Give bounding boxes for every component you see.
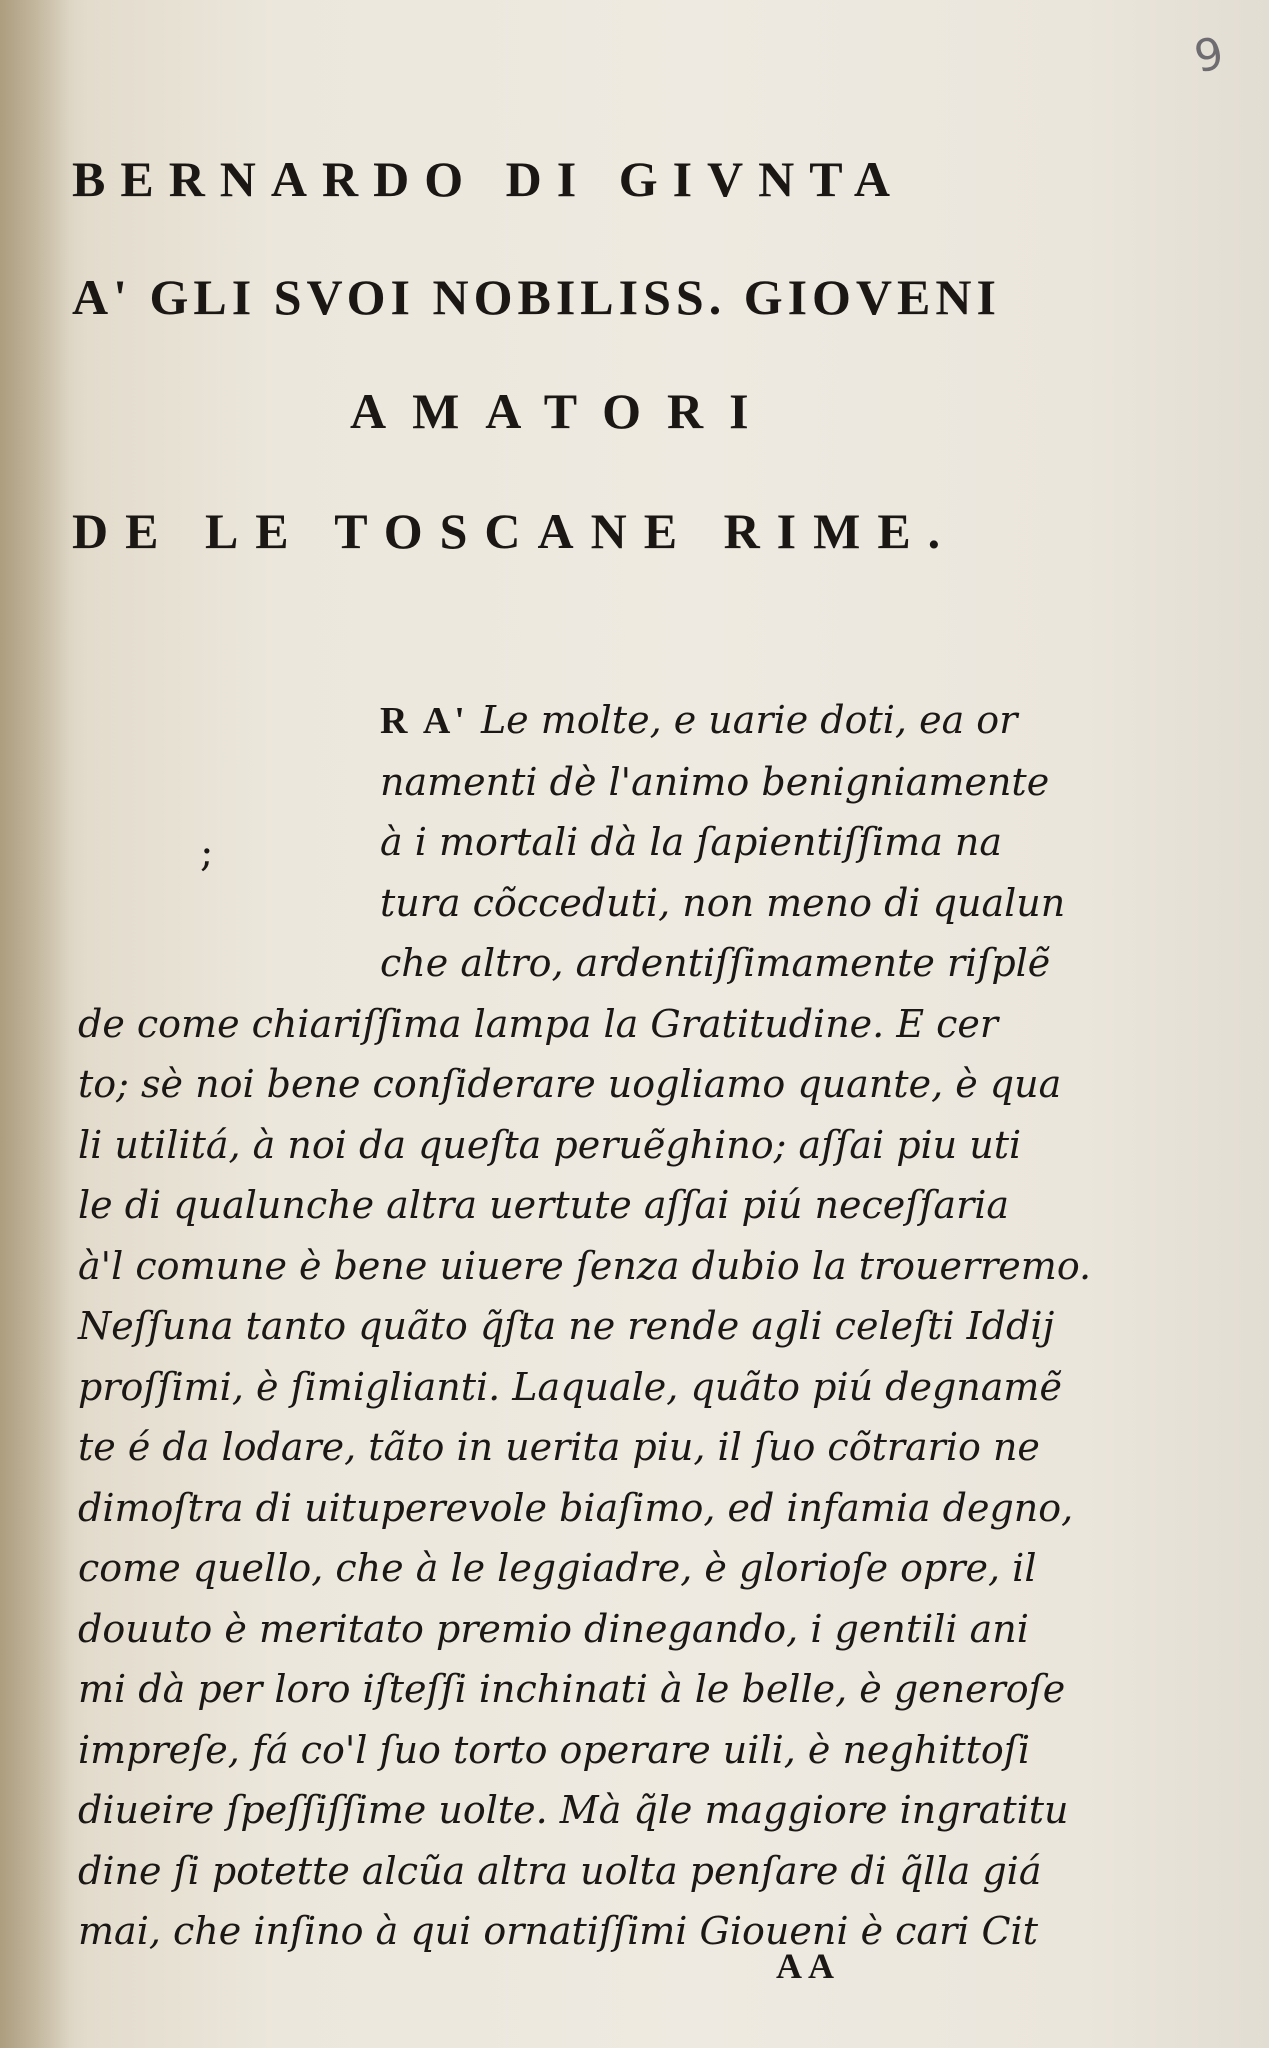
text-line: come quello, che à le leggiadre, è glorioſe opre, il (78, 1546, 1037, 1590)
initial-letters: R A' (380, 700, 469, 742)
margin-mark: ; (200, 830, 214, 876)
heading-line-1: BERNARDO DI GIVNTA (72, 151, 906, 207)
text-line: impreſe, fá co'l ſuo torto operare uili, è neghittoſi (78, 1727, 1031, 1772)
body-text (78, 690, 1092, 1962)
text-line: mi dà per loro iſteſſi inchinati à le belle, è generoſe (78, 1667, 1066, 1711)
folio-number: 9 (1190, 27, 1228, 84)
text-line: che altro, ardentiſſimamente riſplẽ (380, 941, 1051, 985)
text-line: Neſſuna tanto quãto q̃ſta ne rende agli celeſti Iddij (78, 1304, 1055, 1348)
text-line: douuto è meritato premio dinegando, i gentili ani (78, 1606, 1029, 1651)
text-line: namenti dè l'animo benigniamente (380, 759, 1050, 804)
text-line: à'l comune è bene uiuere ſenza dubio la trouerremo. (78, 1243, 1092, 1288)
text-line: mai, che inſino à qui ornatiſſimi Gioueni è cari Cit (78, 1909, 1038, 1953)
text-line: le di qualunche altra uertute aſſai piú neceſſaria (78, 1183, 1010, 1227)
gutter-shadow (0, 0, 70, 2048)
text-line: diueire ſpeſſiſſime uolte. Mà q̃le maggiore ingratitu (78, 1788, 1069, 1832)
text-line: tura cõcceduti, non meno di qualun (380, 880, 1066, 925)
text-line: li utilitá, à noi da queſta peruẽghino; aſſai piu uti (78, 1122, 1022, 1167)
text-line: proſſimi, è ſimiglianti. Laquale, quãto piú degnamẽ (78, 1364, 1062, 1409)
signature-mark: AA (776, 1946, 840, 1986)
text-line: to; sè noi bene conſiderare uogliamo quante, è qua (78, 1062, 1062, 1106)
text-line: de come chiariſſima lampa la Gratitudine. E cer (78, 1001, 999, 1046)
text-line: dine ſi potette alcũa altra uolta penſare di q̃lla giá (78, 1848, 1042, 1893)
text-line: te é da lodare, tãto in uerita piu, il ſuo cõtrario ne (78, 1425, 1040, 1469)
heading-line-4: DE LE TOSCANE RIME. (72, 503, 958, 559)
heading-line-2: A' GLI SVOI NOBILISS. GIOVENI (72, 269, 1001, 325)
text-line: dimoſtra di uituperevole biaſimo, ed infamia degno, (78, 1485, 1074, 1530)
text-line: R A' Le molte, e uarie doti, ea or (380, 698, 1018, 742)
heading-line-3: AMATORI (350, 383, 775, 439)
text-line: à i mortali dà la ſapientiſſima na (380, 820, 1003, 864)
